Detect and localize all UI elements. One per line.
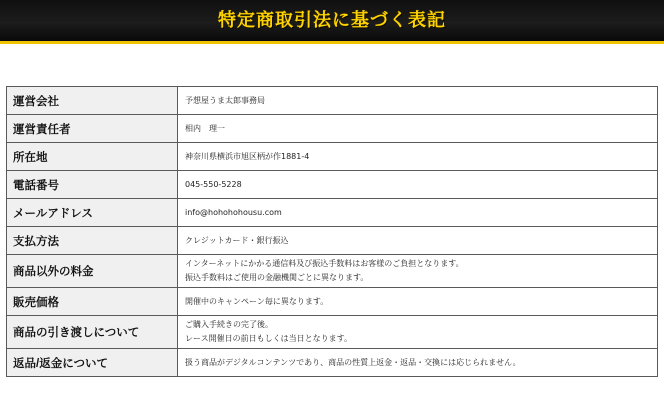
row-label: 販売価格 (7, 288, 178, 316)
row-label: 運営責任者 (7, 115, 178, 143)
row-value-line: 相内 理一 (185, 123, 225, 133)
row-value-line: クレジットカード・銀行振込 (185, 235, 289, 245)
row-value (178, 87, 658, 115)
page-header (0, 0, 664, 44)
table-row-sales-price (7, 288, 658, 316)
row-value (178, 316, 658, 349)
row-label: メールアドレス (7, 199, 178, 227)
row-label: 商品の引き渡しについて (7, 316, 178, 349)
table-row-address (7, 143, 658, 171)
row-value-line: info@hohohohousu.com (185, 207, 282, 217)
row-label: 商品以外の料金 (7, 255, 178, 288)
row-value (178, 115, 658, 143)
row-value-line: レース開催日の前日もしくは当日となります。 (185, 334, 352, 343)
commerce-law-table (6, 86, 658, 377)
table-row-returns-refunds (7, 349, 658, 377)
row-value (178, 171, 658, 199)
table-row-delivery (7, 316, 658, 349)
row-label: 所在地 (7, 143, 178, 171)
table-row-email (7, 199, 658, 227)
row-value (178, 199, 658, 227)
table-row-operations-manager (7, 115, 658, 143)
table-row-phone (7, 171, 658, 199)
table-row-operating-company (7, 87, 658, 115)
commerce-law-table-container (6, 86, 658, 377)
row-value-line: 開催中のキャンペーン毎に異なります。 (185, 296, 329, 306)
row-value-line: 神奈川県横浜市旭区柄が作1881-4 (185, 151, 310, 161)
row-value-line: ご購入手続きの完了後。 (185, 320, 273, 329)
row-value-line: 扱う商品がデジタルコンテンツであり、商品の性質上返金・返品・交換には応じられません。 (185, 357, 521, 367)
row-value (178, 143, 658, 171)
table-row-payment-method (7, 227, 658, 255)
row-value-line: 予想屋うま太郎事務局 (185, 95, 265, 105)
row-value-line: 振込手数料はご使用の金融機関ごとに異なります。 (185, 273, 369, 282)
row-value-line: 045-550-5228 (185, 179, 242, 189)
table-row-additional-fees (7, 255, 658, 288)
row-label: 運営会社 (7, 87, 178, 115)
row-label: 電話番号 (7, 171, 178, 199)
page-title: 特定商取引法に基づく表記 (218, 10, 446, 31)
row-label: 支払方法 (7, 227, 178, 255)
row-value-line: インターネットにかかる通信料及び振込手数料はお客様のご負担となります。 (185, 259, 464, 268)
row-value (178, 255, 658, 288)
row-label: 返品/返金について (7, 349, 178, 377)
row-value (178, 288, 658, 316)
row-value (178, 349, 658, 377)
row-value (178, 227, 658, 255)
